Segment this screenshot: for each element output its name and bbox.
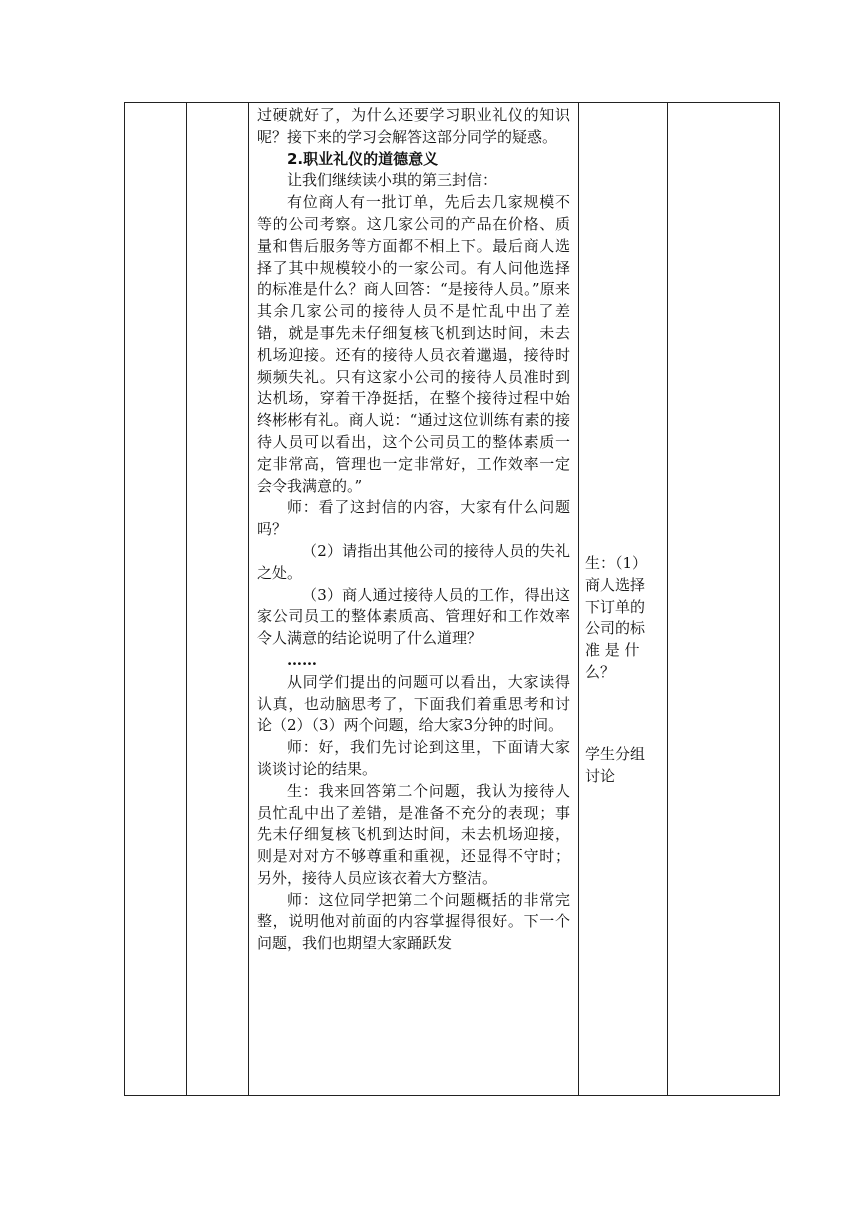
student-activity-cell xyxy=(579,103,668,1096)
ellipsis: …… xyxy=(287,650,317,669)
empty-cell-5 xyxy=(668,103,780,1096)
teaching-content-cell xyxy=(249,103,579,1096)
side-line: 商人选择 xyxy=(585,575,646,594)
side-line: 讨论 xyxy=(585,766,616,785)
side-line: 学生分组 xyxy=(585,744,646,763)
teacher-comment: 师：这位同学把第二个问题概括的非常完整，说明他对前面的内容掌握得很好。下一个问题，我们也期望大家踊跃发 xyxy=(257,890,570,953)
paragraph: 师：好，我们先讨论到这里，下面请大家谈谈讨论的结果。 xyxy=(257,738,570,778)
side-line: 下订单的 xyxy=(585,597,646,616)
empty-cell-1 xyxy=(125,103,187,1096)
paragraph-continuation: 过硬就好了，为什么还要学习职业礼仪的知识呢？接下来的学习会解答这部分同学的疑惑。 xyxy=(257,106,570,146)
table-row xyxy=(125,103,780,1096)
section-heading: 2.职业礼仪的道德意义 xyxy=(287,149,439,168)
empty-cell-2 xyxy=(187,103,249,1096)
side-line: 公司的标 xyxy=(585,619,646,638)
question-2: （2）请指出其他公司的接待人员的失礼之处。 xyxy=(257,541,570,582)
teaching-content xyxy=(249,103,578,955)
student-question-block xyxy=(579,553,667,684)
question-3: （3）商人通过接待人员的工作，得出这家公司员工的整体素质高、管理好和工作效率令人满意的结论说明了什么道理？ xyxy=(257,585,570,648)
paragraph: 从同学们提出的问题可以看出，大家读得认真，也动脑思考了，下面我们着重思考和讨论（2）（3）两个问题，给大家3分钟的时间。 xyxy=(257,672,570,735)
lesson-plan-table xyxy=(124,102,780,1096)
teacher-question: 师：看了这封信的内容，大家有什么问题吗？ xyxy=(257,498,570,539)
side-line: 么？ xyxy=(585,662,616,681)
side-line: 生：（1） xyxy=(585,554,648,572)
student-answer: 生：我来回答第二个问题，我认为接待人员忙乱中出了差错，是准备不充分的表现；事先未仔细复核飞机到达时间，未去机场迎接，则是对对方不够尊重和重视，还显得不守时；另外，接待人员应该衣着大方整洁。 xyxy=(257,781,570,887)
side-line: 准 是 什 xyxy=(585,641,640,660)
group-discussion-block xyxy=(579,744,667,788)
paragraph: 让我们继续读小琪的第三封信： xyxy=(287,171,498,190)
letter-story: 有位商人有一批订单，先后去几家规模不等的公司考察。这几家公司的产品在价格、质量和售后服务等方面都不相上下。最后商人选择了其中规模较小的一家公司。有人问他选择的标准是什么？商人回答：“是接待人员。”原来其余几家公司的接待人员不是忙乱中出了差错，就是事先未仔细复核飞机到达时间，未去机场迎接。还有的接待人员衣着邋遢，接待时频频失礼。只有这家小公司的接待人员准时到达机场，穿着干净挺括，在整个接待过程中始终彬彬有礼。商人说：“通过这位训练有素的接待人员可以看出，这个公司员工的整体素质一定非常高，管理也一定非常好，工作效率一定会令我满意的。” xyxy=(257,193,570,495)
